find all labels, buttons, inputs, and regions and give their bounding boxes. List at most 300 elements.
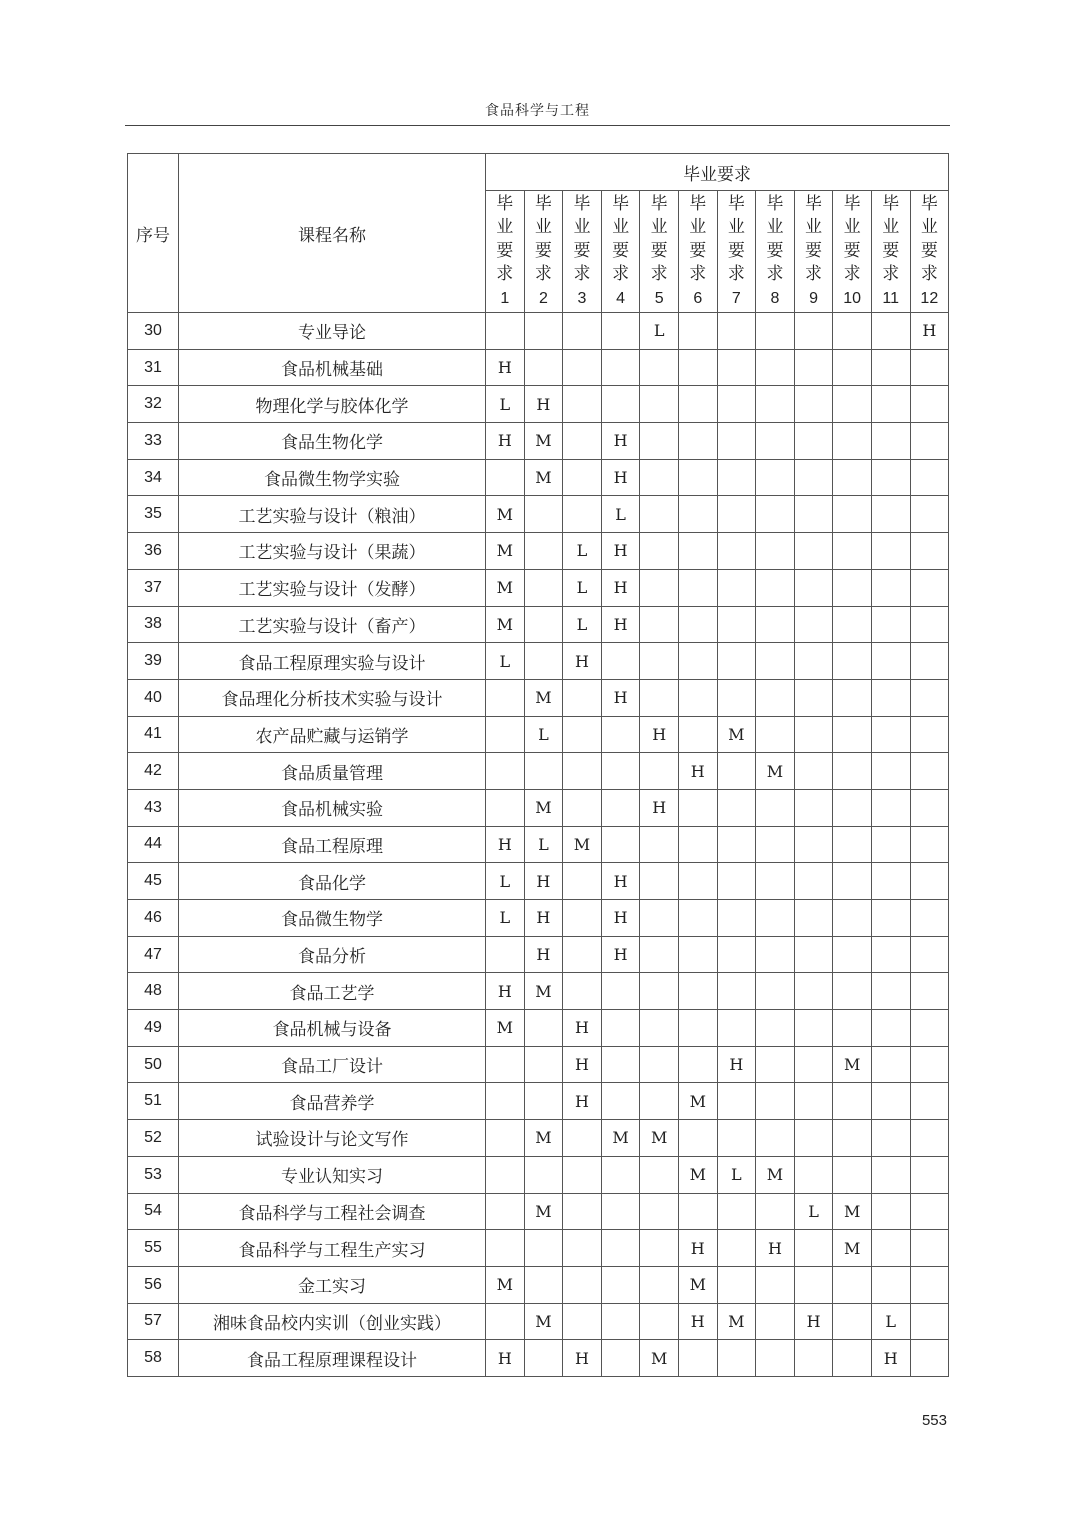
rating-cell: H: [486, 423, 525, 460]
rating-cell: [717, 533, 756, 570]
row-course-name: 工艺实验与设计（畜产）: [179, 606, 486, 643]
rating-cell: [717, 753, 756, 790]
row-seq: 51: [128, 1083, 179, 1120]
rating-cell: [524, 1230, 563, 1267]
rating-cell: H: [601, 533, 640, 570]
rating-cell: [678, 606, 717, 643]
header-requirement-char: 要: [689, 240, 707, 261]
header-requirement-char: 业: [766, 217, 784, 238]
table-row: [128, 1193, 949, 1230]
table-row: [128, 900, 949, 937]
rating-cell: [486, 679, 525, 716]
header-requirement-10: [833, 191, 872, 313]
row-course-name: 食品机械实验: [179, 789, 486, 826]
header-divider: [125, 125, 950, 126]
rating-cell: [563, 900, 602, 937]
rating-cell: [794, 459, 833, 496]
row-course-name: 湘味食品校内实训（创业实践）: [179, 1303, 486, 1340]
rating-cell: [871, 496, 910, 533]
rating-cell: [678, 863, 717, 900]
rating-cell: [524, 533, 563, 570]
header-requirement-char: 求: [805, 264, 823, 285]
header-requirement-number: 2: [538, 289, 548, 307]
row-course-name: 农产品贮藏与运销学: [179, 716, 486, 753]
rating-cell: [871, 900, 910, 937]
rating-cell: L: [794, 1193, 833, 1230]
rating-cell: [756, 606, 795, 643]
row-seq: 45: [128, 863, 179, 900]
rating-cell: [833, 1120, 872, 1157]
header-requirement-number: 6: [693, 289, 703, 307]
rating-cell: M: [486, 606, 525, 643]
rating-cell: [486, 753, 525, 790]
header-requirement-number: 8: [770, 289, 780, 307]
table-row: [128, 1266, 949, 1303]
rating-cell: [756, 386, 795, 423]
header-requirement-5: [640, 191, 679, 313]
rating-cell: [717, 973, 756, 1010]
header-requirement-char: 业: [805, 217, 823, 238]
rating-cell: [910, 496, 949, 533]
rating-cell: [563, 496, 602, 533]
header-requirement-char: 求: [882, 264, 900, 285]
rating-cell: H: [601, 679, 640, 716]
row-course-name: 食品科学与工程社会调查: [179, 1193, 486, 1230]
rating-cell: [678, 459, 717, 496]
rating-cell: [524, 313, 563, 350]
table-row: [128, 496, 949, 533]
table-row: [128, 1083, 949, 1120]
header-requirement-char: 要: [650, 240, 668, 261]
header-requirement-4: [601, 191, 640, 313]
rating-cell: [601, 1230, 640, 1267]
rating-cell: [910, 789, 949, 826]
header-requirement-char: 业: [534, 217, 552, 238]
header-requirement-char: 求: [573, 264, 591, 285]
rating-cell: [678, 313, 717, 350]
rating-cell: [678, 973, 717, 1010]
rating-cell: [717, 606, 756, 643]
header-requirement-char: 毕: [766, 193, 784, 214]
rating-cell: [601, 826, 640, 863]
header-requirement-9: [794, 191, 833, 313]
rating-cell: L: [524, 826, 563, 863]
header-requirement-char: 毕: [920, 193, 938, 214]
table-row: [128, 789, 949, 826]
rating-cell: [871, 1193, 910, 1230]
header-requirement-3: [563, 191, 602, 313]
rating-cell: H: [524, 863, 563, 900]
row-course-name: 食品分析: [179, 936, 486, 973]
rating-cell: [601, 716, 640, 753]
row-seq: 39: [128, 643, 179, 680]
rating-cell: [794, 423, 833, 460]
rating-cell: [871, 1046, 910, 1083]
row-seq: 52: [128, 1120, 179, 1157]
rating-cell: [717, 863, 756, 900]
rating-cell: [717, 1193, 756, 1230]
header-requirement-7: [717, 191, 756, 313]
row-seq: 47: [128, 936, 179, 973]
row-seq: 43: [128, 789, 179, 826]
row-course-name: 食品微生物学实验: [179, 459, 486, 496]
rating-cell: [756, 1120, 795, 1157]
table-row: [128, 386, 949, 423]
table-row: [128, 716, 949, 753]
rating-cell: [563, 386, 602, 423]
row-course-name: 试验设计与论文写作: [179, 1120, 486, 1157]
header-requirement-char: 求: [534, 264, 552, 285]
rating-cell: [524, 1340, 563, 1377]
rating-cell: [756, 973, 795, 1010]
rating-cell: M: [640, 1120, 679, 1157]
rating-cell: [871, 863, 910, 900]
header-requirement-char: 业: [727, 217, 745, 238]
rating-cell: M: [678, 1266, 717, 1303]
rating-cell: M: [524, 459, 563, 496]
rating-cell: [910, 569, 949, 606]
rating-cell: [833, 386, 872, 423]
rating-cell: [678, 386, 717, 423]
table-row: [128, 533, 949, 570]
rating-cell: [717, 313, 756, 350]
table-row: [128, 349, 949, 386]
rating-cell: [640, 569, 679, 606]
rating-cell: [833, 1303, 872, 1340]
header-requirement-char: 业: [689, 217, 707, 238]
rating-cell: [717, 1010, 756, 1047]
rating-cell: [717, 1230, 756, 1267]
row-course-name: 食品机械与设备: [179, 1010, 486, 1047]
row-seq: 53: [128, 1156, 179, 1193]
rating-cell: H: [563, 643, 602, 680]
rating-cell: H: [486, 1340, 525, 1377]
rating-cell: [756, 496, 795, 533]
rating-cell: [794, 606, 833, 643]
rating-cell: [871, 826, 910, 863]
rating-cell: [717, 459, 756, 496]
rating-cell: [601, 753, 640, 790]
rating-cell: [910, 349, 949, 386]
rating-cell: [524, 1046, 563, 1083]
rating-cell: [833, 643, 872, 680]
rating-cell: [678, 1046, 717, 1083]
rating-cell: M: [678, 1083, 717, 1120]
rating-cell: L: [640, 313, 679, 350]
rating-cell: [794, 826, 833, 863]
rating-cell: [794, 679, 833, 716]
header-requirement-char: 要: [766, 240, 784, 261]
row-seq: 40: [128, 679, 179, 716]
rating-cell: H: [601, 863, 640, 900]
header-requirement-char: 业: [573, 217, 591, 238]
rating-cell: [910, 900, 949, 937]
rating-cell: [833, 1156, 872, 1193]
rating-cell: [871, 1230, 910, 1267]
rating-cell: [486, 1083, 525, 1120]
rating-cell: [678, 1193, 717, 1230]
rating-cell: [563, 789, 602, 826]
rating-cell: [563, 1266, 602, 1303]
rating-cell: H: [563, 1083, 602, 1120]
rating-cell: [486, 1156, 525, 1193]
table-row: [128, 1010, 949, 1047]
rating-cell: [601, 789, 640, 826]
rating-cell: [756, 679, 795, 716]
rating-cell: [486, 1193, 525, 1230]
rating-cell: H: [524, 936, 563, 973]
rating-cell: [717, 386, 756, 423]
rating-cell: [756, 1193, 795, 1230]
rating-cell: [833, 496, 872, 533]
rating-cell: L: [486, 643, 525, 680]
header-graduation-requirements: 毕业要求: [486, 154, 949, 191]
rating-cell: [833, 1010, 872, 1047]
rating-cell: [678, 936, 717, 973]
table-row: [128, 643, 949, 680]
rating-cell: [756, 569, 795, 606]
header-requirement-number: 12: [920, 289, 939, 307]
rating-cell: [563, 973, 602, 1010]
rating-cell: [756, 423, 795, 460]
header-requirement-char: 求: [612, 264, 630, 285]
header-requirement-number: 10: [843, 289, 862, 307]
rating-cell: [794, 1083, 833, 1120]
header-requirement-char: 业: [496, 217, 514, 238]
rating-cell: [910, 826, 949, 863]
rating-cell: [524, 1266, 563, 1303]
table-row: [128, 973, 949, 1010]
rating-cell: [910, 1266, 949, 1303]
rating-cell: [678, 423, 717, 460]
rating-cell: [524, 349, 563, 386]
header-requirement-char: 要: [727, 240, 745, 261]
header-seq: 序号: [128, 154, 179, 313]
rating-cell: [756, 1083, 795, 1120]
rating-cell: [910, 753, 949, 790]
rating-cell: M: [756, 753, 795, 790]
rating-cell: [833, 753, 872, 790]
rating-cell: M: [640, 1340, 679, 1377]
rating-cell: [486, 1046, 525, 1083]
rating-cell: [524, 1083, 563, 1120]
rating-cell: [563, 1193, 602, 1230]
rating-cell: [717, 1083, 756, 1120]
rating-cell: [833, 789, 872, 826]
header-course-name: 课程名称: [179, 154, 486, 313]
rating-cell: M: [524, 1120, 563, 1157]
rating-cell: [794, 863, 833, 900]
rating-cell: [794, 1266, 833, 1303]
rating-cell: M: [833, 1193, 872, 1230]
rating-cell: [910, 1010, 949, 1047]
rating-cell: [871, 1083, 910, 1120]
header-requirement-char: 要: [805, 240, 823, 261]
header-requirement-number: 7: [731, 289, 741, 307]
rating-cell: [756, 1046, 795, 1083]
rating-cell: [524, 643, 563, 680]
rating-cell: [910, 973, 949, 1010]
rating-cell: H: [640, 789, 679, 826]
header-requirement-char: 毕: [496, 193, 514, 214]
header-requirement-char: 求: [766, 264, 784, 285]
rating-cell: [601, 1303, 640, 1340]
table-row: [128, 1230, 949, 1267]
rating-cell: [486, 1230, 525, 1267]
header-requirement-number: 4: [616, 289, 626, 307]
rating-cell: [640, 679, 679, 716]
rating-cell: [794, 496, 833, 533]
rating-cell: [640, 643, 679, 680]
row-course-name: 食品微生物学: [179, 900, 486, 937]
rating-cell: [640, 1266, 679, 1303]
rating-cell: [910, 1083, 949, 1120]
header-requirement-char: 毕: [805, 193, 823, 214]
row-course-name: 工艺实验与设计（果蔬）: [179, 533, 486, 570]
rating-cell: H: [601, 606, 640, 643]
rating-cell: [601, 1083, 640, 1120]
row-seq: 55: [128, 1230, 179, 1267]
rating-cell: [678, 533, 717, 570]
rating-cell: [563, 313, 602, 350]
rating-cell: [871, 423, 910, 460]
rating-cell: [910, 606, 949, 643]
rating-cell: [794, 569, 833, 606]
rating-cell: L: [563, 606, 602, 643]
rating-cell: [756, 349, 795, 386]
table-row: [128, 1303, 949, 1340]
row-seq: 56: [128, 1266, 179, 1303]
rating-cell: L: [717, 1156, 756, 1193]
rating-cell: [833, 533, 872, 570]
rating-cell: [486, 1120, 525, 1157]
rating-cell: L: [563, 569, 602, 606]
rating-cell: [640, 1156, 679, 1193]
rating-cell: [563, 1303, 602, 1340]
rating-cell: [833, 313, 872, 350]
header-requirement-char: 要: [920, 240, 938, 261]
rating-cell: [640, 459, 679, 496]
rating-cell: [756, 643, 795, 680]
rating-cell: [833, 459, 872, 496]
rating-cell: [678, 1120, 717, 1157]
rating-cell: [794, 936, 833, 973]
rating-cell: [717, 1120, 756, 1157]
rating-cell: [833, 936, 872, 973]
rating-cell: [871, 313, 910, 350]
header-requirement-2: [524, 191, 563, 313]
row-course-name: 食品工程原理: [179, 826, 486, 863]
rating-cell: M: [756, 1156, 795, 1193]
rating-cell: M: [601, 1120, 640, 1157]
rating-cell: [601, 1010, 640, 1047]
rating-cell: [524, 606, 563, 643]
row-seq: 58: [128, 1340, 179, 1377]
header-requirement-number: 9: [809, 289, 818, 307]
rating-cell: [640, 1303, 679, 1340]
rating-cell: M: [524, 679, 563, 716]
row-course-name: 食品机械基础: [179, 349, 486, 386]
header-requirement-char: 毕: [727, 193, 745, 214]
header-requirement-char: 毕: [650, 193, 668, 214]
rating-cell: L: [524, 716, 563, 753]
rating-cell: M: [833, 1230, 872, 1267]
table-row: [128, 459, 949, 496]
rating-cell: [601, 386, 640, 423]
rating-cell: [717, 1340, 756, 1377]
rating-cell: [794, 313, 833, 350]
rating-cell: [910, 1303, 949, 1340]
table-row: [128, 936, 949, 973]
rating-cell: [756, 826, 795, 863]
rating-cell: M: [524, 1193, 563, 1230]
header-requirement-char: 求: [843, 264, 861, 285]
row-course-name: 物理化学与胶体化学: [179, 386, 486, 423]
rating-cell: H: [524, 386, 563, 423]
table-row: [128, 826, 949, 863]
row-seq: 37: [128, 569, 179, 606]
rating-cell: L: [601, 496, 640, 533]
rating-cell: [910, 533, 949, 570]
rating-cell: [910, 1340, 949, 1377]
row-course-name: 工艺实验与设计（发酵）: [179, 569, 486, 606]
rating-cell: [678, 1010, 717, 1047]
header-requirement-char: 要: [573, 240, 591, 261]
row-course-name: 工艺实验与设计（粮油）: [179, 496, 486, 533]
rating-cell: M: [678, 1156, 717, 1193]
table-row: [128, 313, 949, 350]
rating-cell: [717, 423, 756, 460]
row-course-name: 专业认知实习: [179, 1156, 486, 1193]
header-requirement-char: 求: [727, 264, 745, 285]
rating-cell: M: [563, 826, 602, 863]
rating-cell: H: [717, 1046, 756, 1083]
rating-cell: [678, 349, 717, 386]
rating-cell: [833, 973, 872, 1010]
rating-cell: [486, 716, 525, 753]
row-seq: 46: [128, 900, 179, 937]
rating-cell: [871, 753, 910, 790]
rating-cell: [601, 1266, 640, 1303]
header-requirement-char: 求: [689, 264, 707, 285]
rating-cell: [833, 1266, 872, 1303]
rating-cell: [756, 863, 795, 900]
rating-cell: [601, 1156, 640, 1193]
rating-cell: [640, 900, 679, 937]
rating-cell: [601, 1046, 640, 1083]
rating-cell: L: [486, 863, 525, 900]
rating-cell: H: [756, 1230, 795, 1267]
row-seq: 48: [128, 973, 179, 1010]
header-requirement-char: 求: [650, 264, 668, 285]
rating-cell: L: [871, 1303, 910, 1340]
row-course-name: 金工实习: [179, 1266, 486, 1303]
rating-cell: H: [871, 1340, 910, 1377]
rating-cell: [717, 900, 756, 937]
rating-cell: [794, 533, 833, 570]
rating-cell: L: [486, 386, 525, 423]
rating-cell: [524, 569, 563, 606]
header-requirement-6: [678, 191, 717, 313]
rating-cell: [640, 1010, 679, 1047]
row-seq: 38: [128, 606, 179, 643]
header-requirement-char: 要: [496, 240, 514, 261]
rating-cell: [871, 679, 910, 716]
row-course-name: 食品理化分析技术实验与设计: [179, 679, 486, 716]
rating-cell: [756, 533, 795, 570]
rating-cell: [678, 789, 717, 826]
rating-cell: H: [563, 1046, 602, 1083]
